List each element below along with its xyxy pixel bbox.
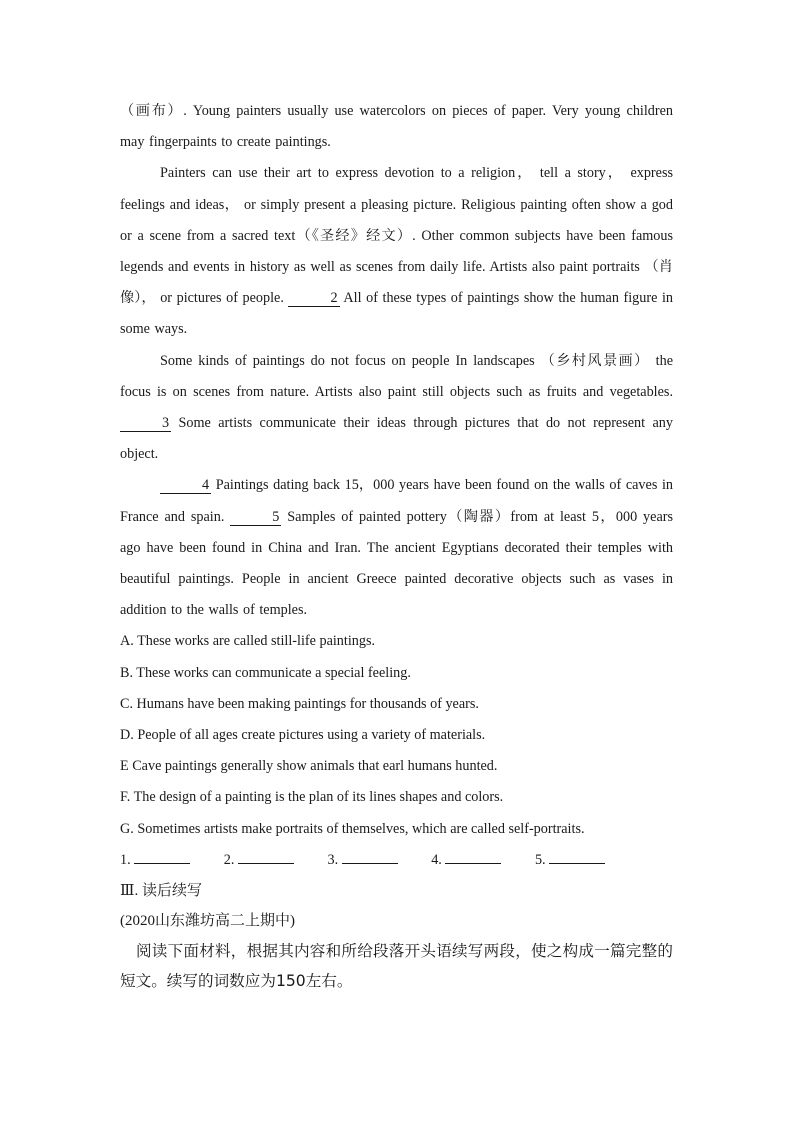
passage-text: Some artists communicate their ideas through pictures that do not represent any object. <box>120 415 673 463</box>
option-e: E Cave paintings generally show animals that earl humans hunted. <box>120 758 498 775</box>
option-g: G. Sometimes artists make portraits of themselves, which are called self-portraits. <box>120 820 585 837</box>
answer-item-2 <box>224 845 294 876</box>
blank-3[interactable]: 3 <box>120 416 171 432</box>
option-c: C. Humans have been making paintings for thousands of years. <box>120 695 479 712</box>
section-heading: Ⅲ. 读后续写 <box>120 883 202 900</box>
blank-4[interactable]: 4 <box>160 478 211 494</box>
answer-blank-2[interactable] <box>238 849 294 864</box>
passage-paragraph-1 <box>120 158 673 345</box>
document-page <box>120 96 673 996</box>
option-d: D. People of all ages create pictures using a variety of materials. <box>120 727 486 744</box>
passage-text: Paintings dating back 15，000 years have been found on the walls of caves in France and spain. <box>120 477 673 525</box>
answer-number: 3. <box>327 851 339 868</box>
answer-row <box>120 845 673 876</box>
answer-item-5 <box>535 845 605 876</box>
answer-number: 2. <box>223 851 235 868</box>
section-instruction: 阅读下面材料，根据其内容和所给段落开头语续写两段，使之构成一篇完整的短文。续写的词数应为150左右。 <box>120 942 673 991</box>
answer-blank-4[interactable] <box>445 849 501 864</box>
passage-text: Painters can use their art to express devotion to a religion， tell a story， express feelings and ideas， or simply present a pleasing picture. Religious painting often show a god or a scene from a sacred text（《圣经》经文）. Other common subjects have been famous legends and events in history as well as scenes from daily life. Artists also paint portraits （肖像）， or pictures of people. <box>120 165 673 307</box>
passage-text: Samples of painted pottery（陶器）from at least 5，000 years ago have been found in China and Iran. The ancient Egyptians decorated their temples with beautiful paintings. People in ancient Greece painted decorative objects such as vases in addition to the walls of temples. <box>120 508 673 619</box>
answer-item-1 <box>120 845 190 876</box>
answer-item-3 <box>327 845 397 876</box>
section-source: (2020山东潍坊高二上期中) <box>120 913 295 930</box>
answer-blank-3[interactable] <box>342 849 398 864</box>
passage-paragraph-2 <box>120 346 673 471</box>
passage-text: （画布）. Young painters usually use watercolors on pieces of paper. Very young children may fingerpaints to create paintings. <box>120 103 673 151</box>
passage-text: Some kinds of paintings do not focus on people In landscapes （乡村风景画） the focus is on scenes from nature. Artists also paint still objects such as fruits and vegetables. <box>120 352 673 400</box>
option-b: B. These works can communicate a special feeling. <box>120 664 411 681</box>
answer-number: 4. <box>431 851 442 868</box>
option-a: A. These works are called still-life paintings. <box>120 633 376 650</box>
blank-5[interactable]: 5 <box>230 510 281 526</box>
answer-item-4 <box>431 845 501 876</box>
passage-text: All of these types of paintings show the human figure in some ways. <box>120 290 674 338</box>
answer-blank-1[interactable] <box>134 849 190 864</box>
passage-paragraph-0 <box>120 96 673 158</box>
answer-number: 5. <box>534 851 546 868</box>
answer-blank-5[interactable] <box>549 849 605 864</box>
blank-2[interactable]: 2 <box>288 291 339 307</box>
option-f: F. The design of a painting is the plan of its lines shapes and colors. <box>120 789 504 806</box>
options-list <box>120 626 673 844</box>
answer-number: 1. <box>120 851 131 868</box>
passage-paragraph-3 <box>120 470 673 626</box>
